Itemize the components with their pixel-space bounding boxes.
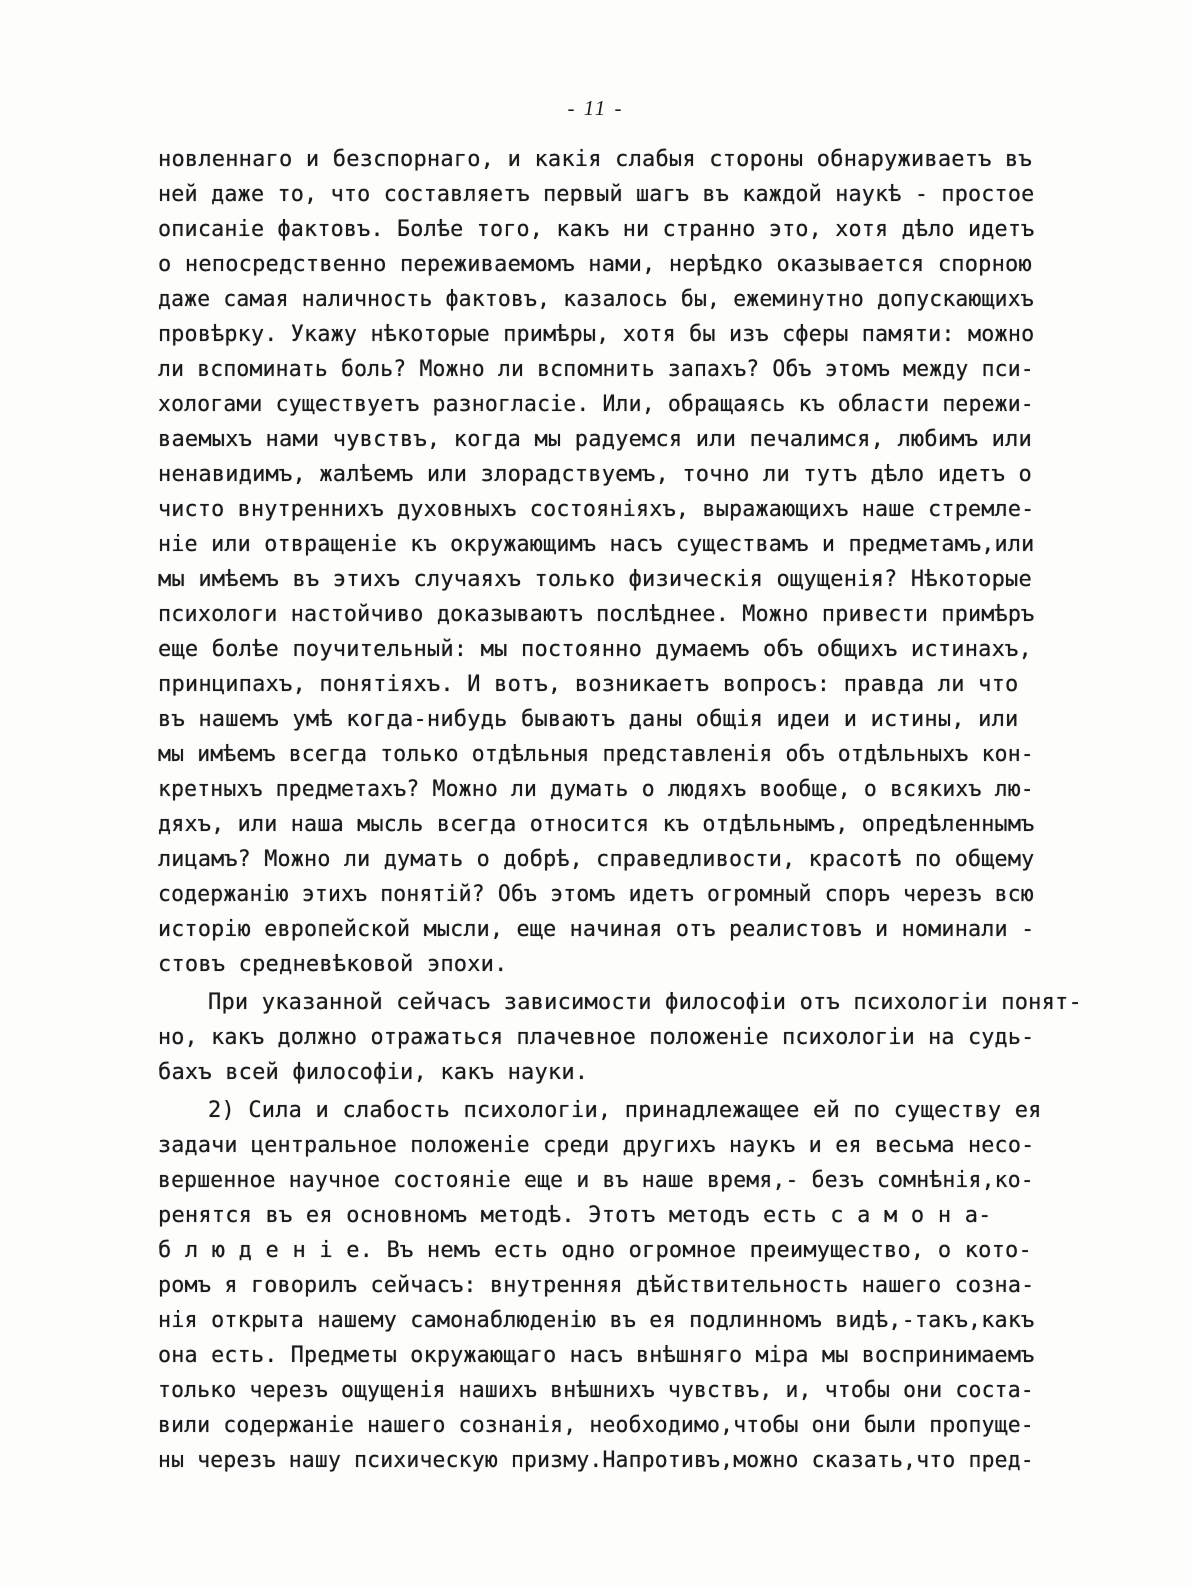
text-line: мы имѣемъ всегда только отдѣльныя представленія объ отдѣльныхъ кон- — [158, 742, 1034, 767]
text-line: б л ю д е н і е. Въ немъ есть одно огромное преимущество, о кото- — [158, 1238, 1032, 1263]
text-line: ренятся въ ея основномъ методѣ. Этотъ методъ есть с а м о н а- — [158, 1203, 992, 1228]
text-line: новленнаго и безспорнаго, и какія слабыя стороны обнаруживаетъ въ — [158, 147, 1032, 172]
text-line: содержанію этихъ понятій? Объ этомъ идетъ огромный споръ черезъ всю — [158, 882, 1034, 907]
text-line: она есть. Предметы окружающаго насъ внѣшняго міра мы воспринимаемъ — [158, 1343, 1035, 1368]
text-line: бахъ всей философіи, какъ науки. — [158, 1060, 589, 1085]
text-line: чисто внутреннихъ духовныхъ состояніяхъ, выражающихъ наше стремле- — [158, 497, 1035, 522]
text-line: лицамъ? Можно ли думать о добрѣ, справедливости, красотѣ по общему — [158, 847, 1035, 872]
text-line: стовъ средневѣковой эпохи. — [158, 952, 508, 977]
text-line: вершенное научное состояніе еще и въ наше время,- безъ сомнѣнія,ко- — [158, 1168, 1034, 1193]
text-line: хологами существуетъ разногласіе. Или, обращаясь къ области пережи- — [158, 392, 1034, 417]
text-line: задачи центральное положеніе среди другихъ наукъ и ея весьма несо- — [158, 1133, 1035, 1158]
text-line: ней даже то, что составляетъ первый шагъ въ каждой наукѣ - простое — [158, 182, 1035, 207]
text-line: кретныхъ предметахъ? Можно ли думать о людяхъ вообще, о всякихъ лю- — [158, 777, 1034, 802]
text-line: о непосредственно переживаемомъ нами, нерѣдко оказывается спорною — [158, 252, 1032, 277]
page-number: - 11 - — [567, 96, 624, 120]
text-line: въ нашемъ умѣ когда-нибудь бываютъ даны общія идеи и истины, или — [158, 707, 1019, 732]
text-line: еще болѣе поучительный: мы постоянно думаемъ объ общихъ истинахъ, — [158, 637, 1032, 662]
text-line: только черезъ ощущенія нашихъ внѣшнихъ чувствъ, и, чтобы они соста- — [158, 1378, 1034, 1403]
text-line: нія открыта нашему самонаблюденію въ ея подлинномъ видѣ,-такъ,какъ — [158, 1308, 1035, 1333]
text-line: ны черезъ нашу психическую призму.Напротивъ,можно сказать,что пред- — [158, 1448, 1034, 1473]
text-line: ваемыхъ нами чувствъ, когда мы радуемся или печалимся, любимъ или — [158, 427, 1032, 452]
text-line: ромъ я говорилъ сейчасъ: внутренняя дѣйствительность нашего созна- — [158, 1273, 1035, 1298]
text-line: провѣрку. Укажу нѣкоторые примѣры, хотя бы изъ сферы памяти: можно — [158, 322, 1035, 347]
text-line: ніе или отвращеніе къ окружающимъ насъ существамъ и предметамъ,или — [158, 532, 1035, 557]
text-line: даже самая наличность фактовъ, казалось бы, ежеминутно допускающихъ — [158, 287, 1034, 312]
text-line: мы имѣемъ въ этихъ случаяхъ только физическія ощущенія? Нѣкоторые — [158, 567, 1032, 592]
text-line: ненавидимъ, жалѣемъ или злорадствуемъ, точно ли тутъ дѣло идетъ о — [158, 462, 1032, 487]
text-line: ли вспоминать боль? Можно ли вспомнить запахъ? Объ этомъ между пси- — [158, 357, 1034, 382]
text-line: 2) Сила и слабость психологіи, принадлежащее ей по существу ея — [208, 1098, 1042, 1123]
text-line: но, какъ должно отражаться плачевное положеніе психологіи на судь- — [158, 1025, 1035, 1050]
text-line: описаніе фактовъ. Болѣе того, какъ ни странно это, хотя дѣло идетъ — [158, 217, 1035, 242]
text-line: дяхъ, или наша мысль всегда относится къ отдѣльнымъ, опредѣленнымъ — [158, 812, 1035, 837]
text-line: психологи настойчиво доказываютъ послѣднее. Можно привести примѣръ — [158, 602, 1035, 627]
text-line: исторію европейской мысли, еще начиная отъ реалистовъ и номинали - — [158, 917, 1035, 942]
text-line: При указанной сейчасъ зависимости философіи отъ психологіи понят- — [208, 990, 1082, 1015]
text-line: принципахъ, понятіяхъ. И вотъ, возникаетъ вопросъ: правда ли что — [158, 672, 1019, 697]
text-line: вили содержаніе нашего сознанія, необходимо,чтобы они были пропуще- — [158, 1413, 1034, 1438]
